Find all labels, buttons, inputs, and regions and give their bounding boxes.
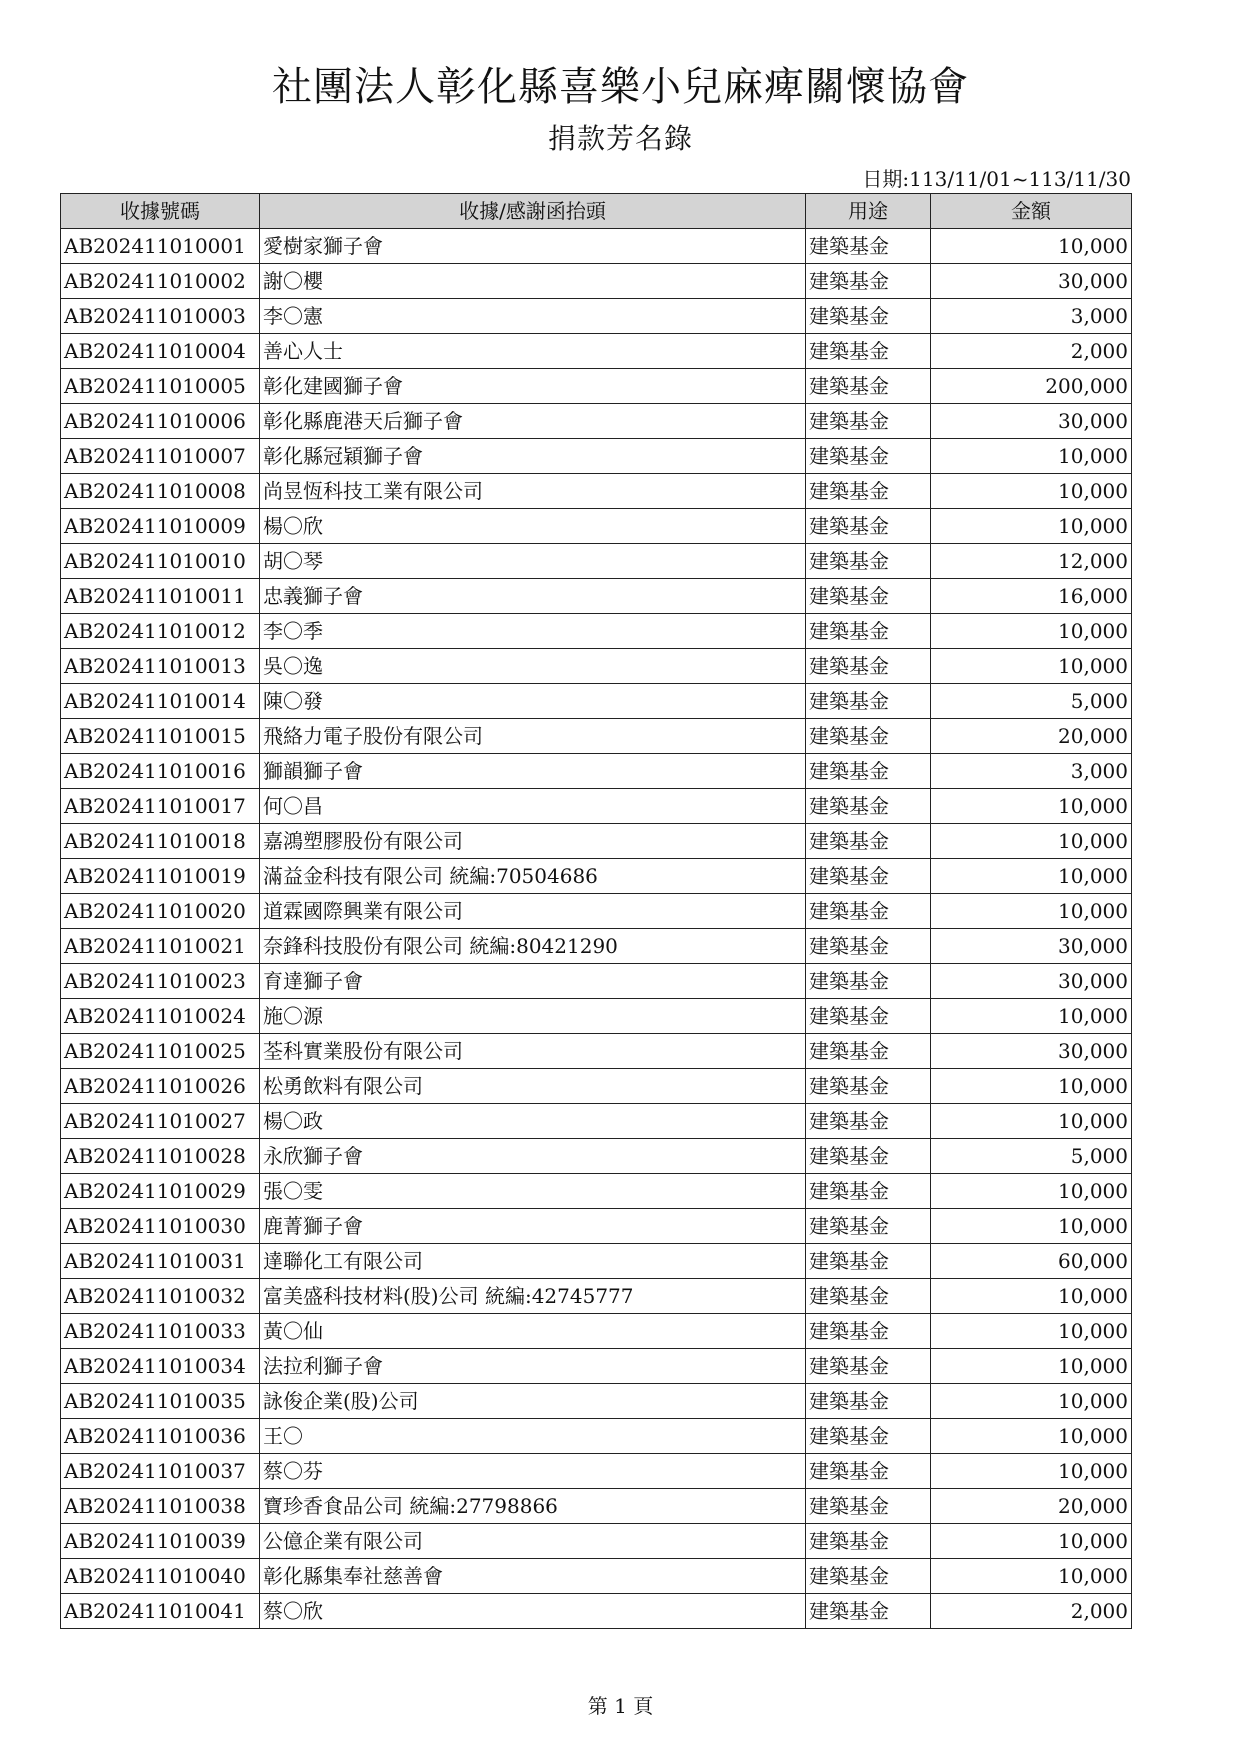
amount-cell: 16,000: [931, 579, 1132, 614]
table-row: [61, 1349, 1132, 1384]
table-row: [61, 1384, 1132, 1419]
receipt-title-cell: 奈鋒科技股份有限公司 統編:80421290: [260, 929, 806, 964]
table-row: [61, 649, 1132, 684]
amount-cell: 10,000: [931, 1559, 1132, 1594]
receipt-number-cell: AB202411010039: [61, 1524, 260, 1559]
purpose-cell: 建築基金: [806, 1069, 931, 1104]
amount-cell: 10,000: [931, 999, 1132, 1034]
receipt-title-cell: 楊〇欣: [260, 509, 806, 544]
receipt-title-cell: 尚昱恆科技工業有限公司: [260, 474, 806, 509]
purpose-cell: 建築基金: [806, 1314, 931, 1349]
purpose-cell: 建築基金: [806, 1349, 931, 1384]
receipt-title-cell: 彰化建國獅子會: [260, 369, 806, 404]
purpose-cell: 建築基金: [806, 824, 931, 859]
amount-cell: 10,000: [931, 229, 1132, 264]
amount-cell: 10,000: [931, 1524, 1132, 1559]
receipt-title-cell: 楊〇政: [260, 1104, 806, 1139]
receipt-title-cell: 永欣獅子會: [260, 1139, 806, 1174]
table-row: [61, 474, 1132, 509]
table-row: [61, 684, 1132, 719]
amount-cell: 10,000: [931, 1174, 1132, 1209]
column-header-receipt-title: 收據/感謝函抬頭: [260, 194, 806, 229]
receipt-number-cell: AB202411010017: [61, 789, 260, 824]
table-row: [61, 1244, 1132, 1279]
amount-cell: 30,000: [931, 264, 1132, 299]
receipt-number-cell: AB202411010032: [61, 1279, 260, 1314]
receipt-title-cell: 公億企業有限公司: [260, 1524, 806, 1559]
table-row: [61, 754, 1132, 789]
receipt-number-cell: AB202411010014: [61, 684, 260, 719]
purpose-cell: 建築基金: [806, 999, 931, 1034]
receipt-number-cell: AB202411010030: [61, 1209, 260, 1244]
receipt-number-cell: AB202411010023: [61, 964, 260, 999]
amount-cell: 10,000: [931, 894, 1132, 929]
table-row: [61, 999, 1132, 1034]
receipt-title-cell: 善心人士: [260, 334, 806, 369]
purpose-cell: 建築基金: [806, 474, 931, 509]
table-row: [61, 334, 1132, 369]
amount-cell: 10,000: [931, 1104, 1132, 1139]
table-row: [61, 299, 1132, 334]
amount-cell: 10,000: [931, 1314, 1132, 1349]
receipt-number-cell: AB202411010015: [61, 719, 260, 754]
receipt-number-cell: AB202411010004: [61, 334, 260, 369]
purpose-cell: 建築基金: [806, 229, 931, 264]
table-row: [61, 1034, 1132, 1069]
amount-cell: 10,000: [931, 1069, 1132, 1104]
receipt-title-cell: 寶珍香食品公司 統編:27798866: [260, 1489, 806, 1524]
receipt-title-cell: 王〇: [260, 1419, 806, 1454]
amount-cell: 2,000: [931, 1594, 1132, 1629]
purpose-cell: 建築基金: [806, 1489, 931, 1524]
purpose-cell: 建築基金: [806, 264, 931, 299]
receipt-title-cell: 育達獅子會: [260, 964, 806, 999]
receipt-number-cell: AB202411010040: [61, 1559, 260, 1594]
receipt-title-cell: 彰化縣集奉社慈善會: [260, 1559, 806, 1594]
table-row: [61, 964, 1132, 999]
purpose-cell: 建築基金: [806, 964, 931, 999]
receipt-title-cell: 滿益金科技有限公司 統編:70504686: [260, 859, 806, 894]
receipt-number-cell: AB202411010037: [61, 1454, 260, 1489]
purpose-cell: 建築基金: [806, 299, 931, 334]
amount-cell: 2,000: [931, 334, 1132, 369]
table-row: [61, 509, 1132, 544]
amount-cell: 60,000: [931, 1244, 1132, 1279]
receipt-title-cell: 彰化縣鹿港天后獅子會: [260, 404, 806, 439]
table-row: [61, 404, 1132, 439]
column-header-purpose: 用途: [806, 194, 931, 229]
purpose-cell: 建築基金: [806, 1034, 931, 1069]
amount-cell: 10,000: [931, 1279, 1132, 1314]
receipt-number-cell: AB202411010041: [61, 1594, 260, 1629]
purpose-cell: 建築基金: [806, 1139, 931, 1174]
header-row: [61, 194, 1132, 229]
table-row: [61, 579, 1132, 614]
amount-cell: 10,000: [931, 1349, 1132, 1384]
receipt-number-cell: AB202411010002: [61, 264, 260, 299]
purpose-cell: 建築基金: [806, 859, 931, 894]
receipt-number-cell: AB202411010033: [61, 1314, 260, 1349]
receipt-number-cell: AB202411010028: [61, 1139, 260, 1174]
receipt-number-cell: AB202411010025: [61, 1034, 260, 1069]
receipt-number-cell: AB202411010019: [61, 859, 260, 894]
receipt-title-cell: 荃科實業股份有限公司: [260, 1034, 806, 1069]
purpose-cell: 建築基金: [806, 719, 931, 754]
table-row: [61, 1279, 1132, 1314]
document-subtitle: 捐款芳名錄: [547, 122, 693, 155]
table-row: [61, 1139, 1132, 1174]
table-row: [61, 544, 1132, 579]
receipt-title-cell: 蔡〇芬: [260, 1454, 806, 1489]
table-row: [61, 614, 1132, 649]
table-row: [61, 824, 1132, 859]
purpose-cell: 建築基金: [806, 789, 931, 824]
amount-cell: 3,000: [931, 754, 1132, 789]
receipt-number-cell: AB202411010008: [61, 474, 260, 509]
receipt-number-cell: AB202411010021: [61, 929, 260, 964]
purpose-cell: 建築基金: [806, 754, 931, 789]
amount-cell: 3,000: [931, 299, 1132, 334]
purpose-cell: 建築基金: [806, 1559, 931, 1594]
amount-cell: 10,000: [931, 789, 1132, 824]
receipt-title-cell: 吳〇逸: [260, 649, 806, 684]
receipt-title-cell: 獅韻獅子會: [260, 754, 806, 789]
receipt-number-cell: AB202411010005: [61, 369, 260, 404]
purpose-cell: 建築基金: [806, 1594, 931, 1629]
table-row: [61, 1559, 1132, 1594]
table-row: [61, 1209, 1132, 1244]
purpose-cell: 建築基金: [806, 1104, 931, 1139]
amount-cell: 10,000: [931, 439, 1132, 474]
table-row: [61, 229, 1132, 264]
table-row: [61, 439, 1132, 474]
receipt-title-cell: 嘉鴻塑膠股份有限公司: [260, 824, 806, 859]
receipt-title-cell: 達聯化工有限公司: [260, 1244, 806, 1279]
receipt-number-cell: AB202411010012: [61, 614, 260, 649]
receipt-number-cell: AB202411010029: [61, 1174, 260, 1209]
purpose-cell: 建築基金: [806, 439, 931, 474]
amount-cell: 10,000: [931, 1454, 1132, 1489]
receipt-title-cell: 鹿菁獅子會: [260, 1209, 806, 1244]
receipt-title-cell: 黃〇仙: [260, 1314, 806, 1349]
amount-cell: 30,000: [931, 929, 1132, 964]
purpose-cell: 建築基金: [806, 649, 931, 684]
table-row: [61, 1174, 1132, 1209]
table-row: [61, 719, 1132, 754]
receipt-title-cell: 陳〇發: [260, 684, 806, 719]
table-row: [61, 789, 1132, 824]
table-row: [61, 1419, 1132, 1454]
purpose-cell: 建築基金: [806, 1244, 931, 1279]
purpose-cell: 建築基金: [806, 1524, 931, 1559]
receipt-title-cell: 李〇季: [260, 614, 806, 649]
amount-cell: 10,000: [931, 859, 1132, 894]
amount-cell: 10,000: [931, 474, 1132, 509]
receipt-title-cell: 富美盛科技材料(股)公司 統編:42745777: [260, 1279, 806, 1314]
receipt-title-cell: 施〇源: [260, 999, 806, 1034]
donation-table: [60, 193, 1132, 1629]
receipt-title-cell: 彰化縣冠穎獅子會: [260, 439, 806, 474]
purpose-cell: 建築基金: [806, 1174, 931, 1209]
column-header-amount: 金額: [931, 194, 1132, 229]
receipt-title-cell: 詠俊企業(股)公司: [260, 1384, 806, 1419]
purpose-cell: 建築基金: [806, 334, 931, 369]
receipt-title-cell: 蔡〇欣: [260, 1594, 806, 1629]
purpose-cell: 建築基金: [806, 614, 931, 649]
page-number: 第 1 頁: [587, 1694, 654, 1718]
table-row: [61, 859, 1132, 894]
receipt-title-cell: 道霖國際興業有限公司: [260, 894, 806, 929]
amount-cell: 10,000: [931, 649, 1132, 684]
purpose-cell: 建築基金: [806, 579, 931, 614]
document-title: 社團法人彰化縣喜樂小兒麻痺關懷協會: [272, 64, 969, 110]
purpose-cell: 建築基金: [806, 1454, 931, 1489]
amount-cell: 10,000: [931, 509, 1132, 544]
table-row: [61, 1454, 1132, 1489]
purpose-cell: 建築基金: [806, 929, 931, 964]
table-row: [61, 894, 1132, 929]
purpose-cell: 建築基金: [806, 1209, 931, 1244]
column-header-receipt-no: 收據號碼: [61, 194, 260, 229]
receipt-title-cell: 法拉利獅子會: [260, 1349, 806, 1384]
purpose-cell: 建築基金: [806, 369, 931, 404]
receipt-number-cell: AB202411010031: [61, 1244, 260, 1279]
amount-cell: 10,000: [931, 1419, 1132, 1454]
amount-cell: 5,000: [931, 1139, 1132, 1174]
receipt-number-cell: AB202411010020: [61, 894, 260, 929]
table-header: [61, 194, 1132, 229]
receipt-number-cell: AB202411010034: [61, 1349, 260, 1384]
purpose-cell: 建築基金: [806, 1419, 931, 1454]
amount-cell: 10,000: [931, 614, 1132, 649]
amount-cell: 20,000: [931, 719, 1132, 754]
table-row: [61, 1314, 1132, 1349]
receipt-number-cell: AB202411010010: [61, 544, 260, 579]
receipt-number-cell: AB202411010013: [61, 649, 260, 684]
table-row: [61, 1489, 1132, 1524]
purpose-cell: 建築基金: [806, 684, 931, 719]
table-row: [61, 369, 1132, 404]
purpose-cell: 建築基金: [806, 1279, 931, 1314]
purpose-cell: 建築基金: [806, 894, 931, 929]
purpose-cell: 建築基金: [806, 1384, 931, 1419]
receipt-number-cell: AB202411010007: [61, 439, 260, 474]
receipt-number-cell: AB202411010011: [61, 579, 260, 614]
table-body: [61, 229, 1132, 1629]
receipt-number-cell: AB202411010038: [61, 1489, 260, 1524]
receipt-number-cell: AB202411010035: [61, 1384, 260, 1419]
amount-cell: 30,000: [931, 1034, 1132, 1069]
table-row: [61, 264, 1132, 299]
receipt-number-cell: AB202411010026: [61, 1069, 260, 1104]
receipt-number-cell: AB202411010027: [61, 1104, 260, 1139]
receipt-number-cell: AB202411010009: [61, 509, 260, 544]
receipt-number-cell: AB202411010036: [61, 1419, 260, 1454]
amount-cell: 20,000: [931, 1489, 1132, 1524]
date-range: 日期:113/11/01~113/11/30: [862, 167, 1131, 191]
amount-cell: 12,000: [931, 544, 1132, 579]
table-row: [61, 1524, 1132, 1559]
amount-cell: 10,000: [931, 1384, 1132, 1419]
amount-cell: 10,000: [931, 824, 1132, 859]
receipt-title-cell: 謝〇櫻: [260, 264, 806, 299]
table-row: [61, 1104, 1132, 1139]
receipt-number-cell: AB202411010001: [61, 229, 260, 264]
receipt-title-cell: 飛絡力電子股份有限公司: [260, 719, 806, 754]
receipt-title-cell: 忠義獅子會: [260, 579, 806, 614]
receipt-number-cell: AB202411010006: [61, 404, 260, 439]
receipt-title-cell: 張〇雯: [260, 1174, 806, 1209]
receipt-title-cell: 愛樹家獅子會: [260, 229, 806, 264]
amount-cell: 5,000: [931, 684, 1132, 719]
receipt-title-cell: 李〇憲: [260, 299, 806, 334]
receipt-title-cell: 何〇昌: [260, 789, 806, 824]
receipt-number-cell: AB202411010018: [61, 824, 260, 859]
purpose-cell: 建築基金: [806, 404, 931, 439]
receipt-title-cell: 松勇飲料有限公司: [260, 1069, 806, 1104]
receipt-title-cell: 胡〇琴: [260, 544, 806, 579]
amount-cell: 30,000: [931, 404, 1132, 439]
receipt-number-cell: AB202411010003: [61, 299, 260, 334]
amount-cell: 200,000: [931, 369, 1132, 404]
table-row: [61, 929, 1132, 964]
receipt-number-cell: AB202411010024: [61, 999, 260, 1034]
receipt-number-cell: AB202411010016: [61, 754, 260, 789]
amount-cell: 10,000: [931, 1209, 1132, 1244]
amount-cell: 30,000: [931, 964, 1132, 999]
table-row: [61, 1069, 1132, 1104]
purpose-cell: 建築基金: [806, 509, 931, 544]
table-row: [61, 1594, 1132, 1629]
purpose-cell: 建築基金: [806, 544, 931, 579]
